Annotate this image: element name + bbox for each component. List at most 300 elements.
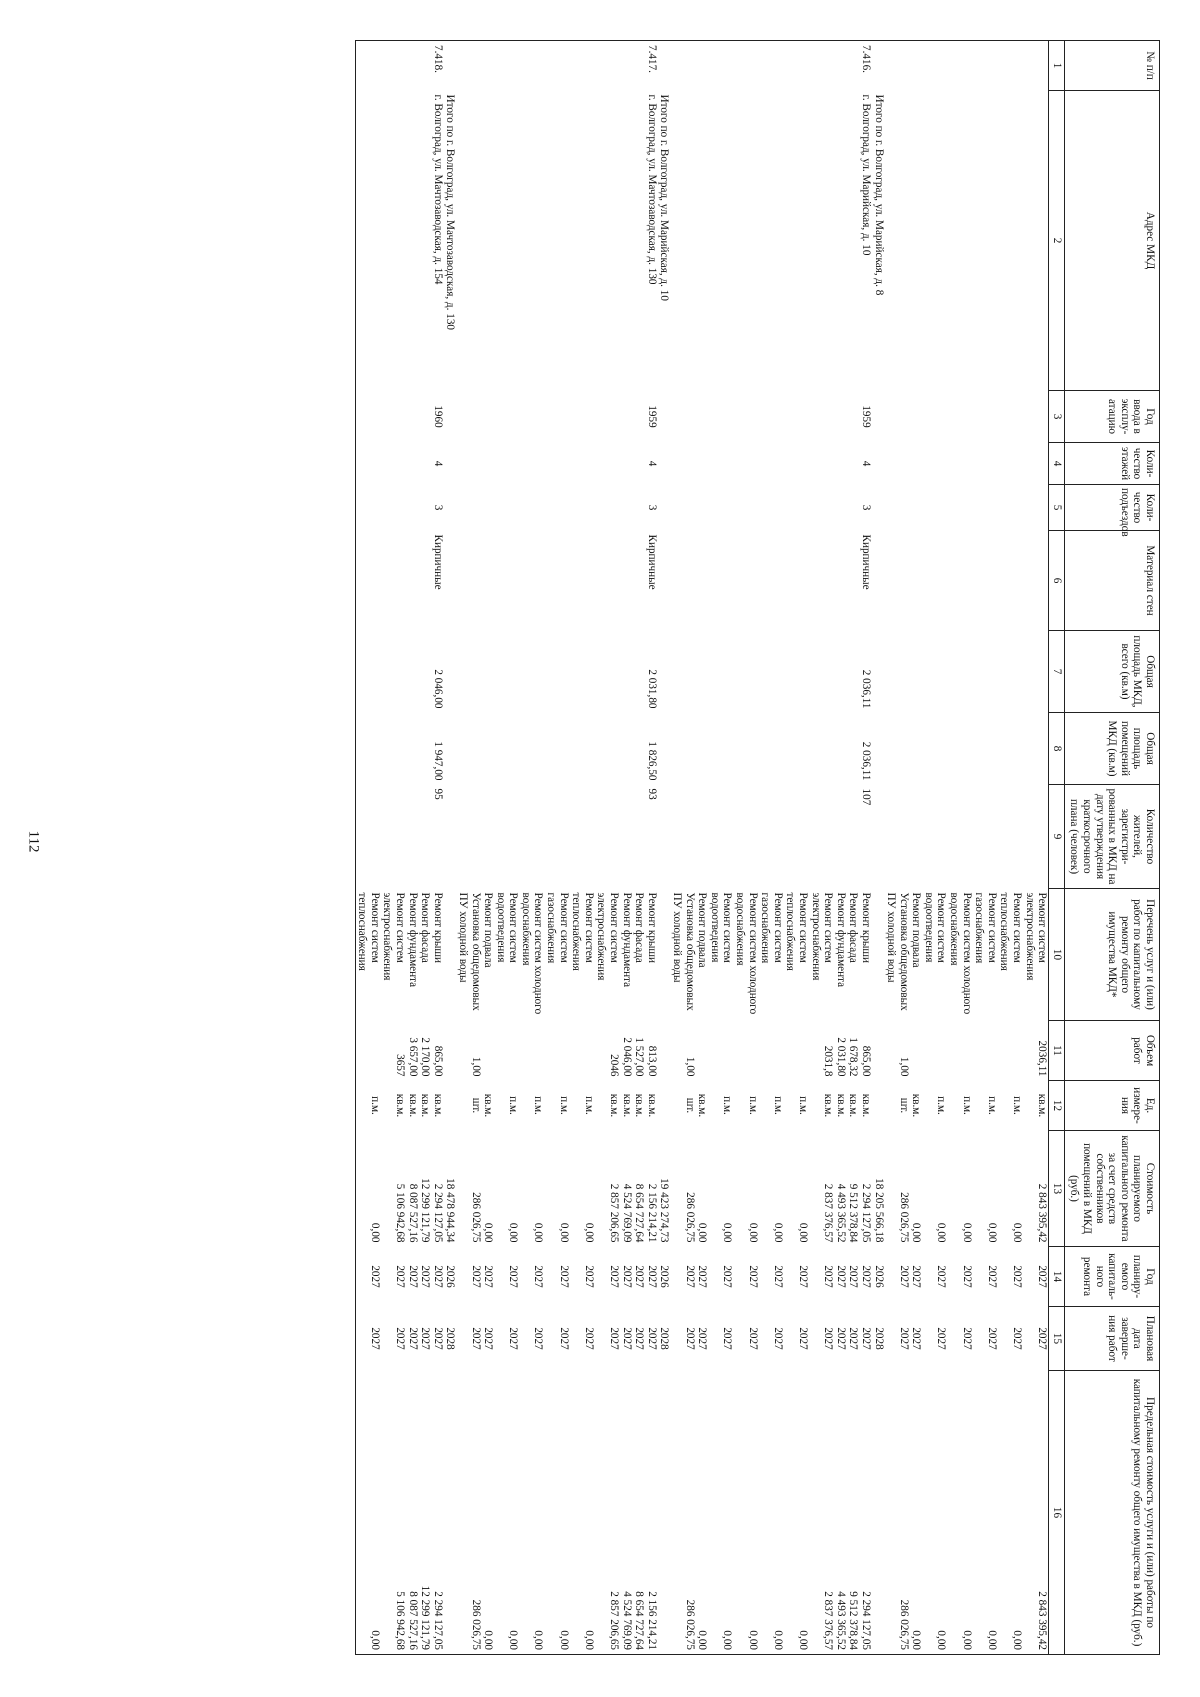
column-number: 7: [1049, 631, 1065, 713]
cell-col-10: Ремонт систем теплоснабжения: [998, 892, 1024, 971]
cell-col-16: 2 156 214,21: [645, 1371, 658, 1655]
cell-col-11: 2 046,00: [620, 1037, 633, 1077]
cell-col-1: [570, 41, 595, 91]
cell-col-13: 2 156 214,21: [645, 1183, 658, 1243]
cell-col-16: 0,00: [696, 1371, 709, 1655]
cell-col-14: 2027: [847, 1265, 860, 1288]
header-col-9: Количество жителей, зарегистри-рованных в МКД на дату утверждения краткосрочного плана (человек): [1064, 785, 1159, 889]
cell-col-3: [733, 391, 758, 443]
cell-col-4: [419, 443, 432, 485]
cell-col-16: 0,00: [948, 1371, 973, 1655]
cell-col-4: [494, 443, 519, 485]
cell-col-16: 0,00: [519, 1371, 544, 1655]
cell-col-15: 2027: [985, 1327, 998, 1350]
cell-col-1: [519, 41, 544, 91]
cell-col-15: 2027: [582, 1327, 595, 1350]
cell-col-7: [444, 631, 457, 713]
cell-col-7: [922, 631, 947, 713]
cell-col-4: [733, 443, 758, 485]
cell-col-4: [847, 443, 860, 485]
column-number: 13: [1049, 1131, 1065, 1247]
cell-col-14: 2027: [419, 1265, 432, 1288]
cell-col-11: 2 031,80: [834, 1037, 847, 1077]
cell-col-2: [998, 91, 1023, 391]
cell-col-13: 18 478 944,34: [444, 1178, 457, 1243]
cell-col-5: [670, 485, 695, 531]
cell-col-11: 2031,8: [822, 1045, 835, 1077]
cell-col-8: 2 036,11: [859, 741, 872, 781]
cell-col-11: [973, 1021, 998, 1081]
cell-col-8: [519, 713, 544, 785]
cell-col-8: [595, 713, 620, 785]
cell-col-1: [872, 41, 885, 91]
cell-col-12: кв.м.: [620, 1093, 633, 1118]
cell-col-4: [872, 443, 885, 485]
cell-col-14: 2027: [834, 1265, 847, 1288]
cell-col-16: 0,00: [733, 1371, 758, 1655]
cell-col-1: [759, 41, 784, 91]
cell-col-15: 2027: [419, 1327, 432, 1350]
cell-col-5: [784, 485, 809, 531]
cell-col-13: 9 512 378,84: [847, 1183, 860, 1243]
cell-col-4: [885, 443, 910, 485]
cell-col-2: [519, 91, 544, 391]
cell-col-13: 0,00: [557, 1222, 570, 1243]
cell-col-7: [355, 631, 381, 713]
cell-col-5: [696, 485, 709, 531]
cell-col-6: [355, 531, 381, 631]
cell-col-6: [733, 531, 758, 631]
cell-col-1: [922, 41, 947, 91]
cell-col-12: шт.: [897, 1097, 910, 1114]
cell-col-13: 0,00: [796, 1222, 809, 1243]
cell-col-11: [998, 1021, 1023, 1081]
cell-col-1: [444, 41, 457, 91]
cell-col-14: 2027: [355, 1247, 381, 1307]
table-row: [809, 41, 834, 1655]
cell-col-1: [381, 41, 406, 91]
cell-col-11: [355, 1021, 381, 1081]
rotated-table-container: [50, 40, 1160, 1654]
cell-col-4: [834, 443, 847, 485]
cell-col-4: [545, 443, 570, 485]
cell-col-6: Кирпичные: [431, 534, 444, 590]
cell-col-16: 0,00: [355, 1371, 381, 1655]
cell-col-1: [419, 41, 432, 91]
cell-col-13: 4 524 769,09: [620, 1183, 633, 1243]
cell-col-5: [494, 485, 519, 531]
cell-col-5: [456, 485, 481, 531]
cell-col-12: п.м.: [355, 1081, 381, 1131]
cell-col-14: 2027: [645, 1265, 658, 1288]
cell-col-13: 0,00: [482, 1222, 495, 1243]
cell-col-16: 2 857 206,65: [595, 1371, 620, 1655]
cell-col-15: 2027: [796, 1327, 809, 1350]
cell-col-2: [545, 91, 570, 391]
cell-col-3: [658, 391, 671, 443]
cell-col-5: [708, 485, 733, 531]
column-number: 11: [1049, 1021, 1065, 1081]
cell-col-4: [519, 443, 544, 485]
cell-col-4: [784, 443, 809, 485]
table-row: [545, 41, 570, 1655]
cell-col-9: 107: [859, 788, 872, 806]
cell-col-15: 2027: [633, 1327, 646, 1350]
cell-col-16: 0,00: [910, 1371, 923, 1655]
cell-col-14: 2027: [608, 1265, 621, 1288]
cell-col-8: [922, 713, 947, 785]
cell-col-8: [910, 713, 923, 785]
cell-col-6: [910, 531, 923, 631]
cell-col-10: Установка общедомовых ПУ холодной воды: [456, 892, 482, 1011]
cell-col-8: [633, 713, 646, 785]
cell-col-9: [885, 785, 910, 889]
cell-col-8: [1023, 713, 1049, 785]
cell-col-2: [708, 91, 733, 391]
cell-col-4: [708, 443, 733, 485]
table-row: [456, 41, 481, 1655]
cell-col-13: 0,00: [696, 1222, 709, 1243]
table-row: [482, 41, 495, 1655]
cell-col-2: [406, 91, 419, 391]
cell-col-7: [1023, 631, 1049, 713]
cell-col-7: [998, 631, 1023, 713]
header-col-2: Адрес МКД: [1064, 91, 1159, 391]
cell-col-12: кв.м.: [393, 1093, 406, 1118]
cell-col-8: [809, 713, 834, 785]
cell-col-12: кв.м.: [608, 1093, 621, 1118]
cell-col-15: 2027: [406, 1327, 419, 1350]
cell-col-7: [708, 631, 733, 713]
cell-col-6: [658, 531, 671, 631]
cell-col-5: [910, 485, 923, 531]
cell-col-16: 4 524 769,09: [620, 1371, 633, 1655]
cell-col-14: 2027: [1036, 1265, 1049, 1288]
table-row: [381, 41, 406, 1655]
cell-col-4: [355, 443, 381, 485]
cell-col-3: [834, 391, 847, 443]
cell-col-12: п.м.: [557, 1096, 570, 1115]
cell-col-11: 1 527,00: [633, 1037, 646, 1077]
cell-col-13: 286 026,75: [683, 1192, 696, 1243]
cell-col-8: [419, 713, 432, 785]
cell-col-6: [494, 531, 519, 631]
cell-col-11: 813,00: [645, 1045, 658, 1077]
cell-col-8: [872, 713, 885, 785]
cell-col-5: [885, 485, 910, 531]
cell-col-8: [973, 713, 998, 785]
cell-col-3: 1960: [431, 405, 444, 428]
cell-col-6: [1023, 531, 1049, 631]
cell-col-12: п.м.: [985, 1096, 998, 1115]
cell-col-4: [998, 443, 1023, 485]
cell-col-2: [973, 91, 998, 391]
cell-col-7: [570, 631, 595, 713]
cell-col-15: 2027: [507, 1327, 520, 1350]
cell-col-13: 0,00: [1011, 1222, 1024, 1243]
cell-col-9: [922, 785, 947, 889]
cell-col-12: кв.м.: [859, 1093, 872, 1118]
column-number: 4: [1049, 443, 1065, 485]
cell-col-12: п.м.: [935, 1096, 948, 1115]
cell-col-6: [545, 531, 570, 631]
cell-col-5: [847, 485, 860, 531]
cell-col-11: [910, 1021, 923, 1081]
cell-col-11: 2 170,00: [419, 1037, 432, 1077]
cell-col-5: [1023, 485, 1049, 531]
table-row: [670, 41, 695, 1655]
cell-col-8: [670, 713, 695, 785]
cell-col-12: п.м.: [582, 1096, 595, 1115]
cell-col-2: [922, 91, 947, 391]
table-row: [922, 41, 947, 1655]
cell-col-14: 2026: [872, 1265, 885, 1288]
table-row: [998, 41, 1023, 1655]
cell-col-15: 2027: [393, 1327, 406, 1350]
cell-col-13: 0,00: [507, 1222, 520, 1243]
cell-col-12: [872, 1081, 885, 1131]
cell-col-11: [519, 1021, 544, 1081]
cell-col-8: 1 947,00: [431, 741, 444, 781]
cell-col-14: 2027: [431, 1265, 444, 1288]
cell-col-16: 12 299 121,79: [419, 1371, 432, 1655]
cell-col-10: Ремонт крыши: [431, 892, 444, 964]
column-number: 16: [1049, 1371, 1065, 1655]
cell-col-15: 2028: [872, 1327, 885, 1350]
cell-col-1: [633, 41, 646, 91]
cell-col-16: 286 026,75: [885, 1371, 910, 1655]
cell-col-7: [834, 631, 847, 713]
cell-col-15: 2027: [935, 1327, 948, 1350]
cell-col-11: [444, 1021, 457, 1081]
cell-col-15: 2027: [557, 1327, 570, 1350]
cell-col-9: [570, 785, 595, 889]
cell-col-11: [482, 1021, 495, 1081]
cell-col-8: [456, 713, 481, 785]
cell-col-8: [570, 713, 595, 785]
cell-col-3: [696, 391, 709, 443]
table-row: [859, 41, 872, 1655]
cell-col-12: кв.м.: [419, 1093, 432, 1118]
cell-col-15: 2027: [645, 1327, 658, 1350]
cell-col-16: 0,00: [708, 1371, 733, 1655]
cell-col-7: [494, 631, 519, 713]
cell-col-16: 0,00: [494, 1371, 519, 1655]
cell-col-16: [872, 1371, 885, 1655]
cell-col-7: 2 031,80: [645, 669, 658, 709]
cell-col-16: 0,00: [784, 1371, 809, 1655]
cell-col-4: [444, 443, 457, 485]
cell-col-4: [670, 443, 695, 485]
cell-col-2: [494, 91, 519, 391]
cell-col-10: Ремонт систем водоотведения: [922, 892, 948, 963]
cell-col-1: [809, 41, 834, 91]
cell-col-1: [456, 41, 481, 91]
cell-col-5: [834, 485, 847, 531]
table-row: [419, 41, 432, 1655]
cell-col-3: [670, 391, 695, 443]
cell-col-4: [973, 443, 998, 485]
cell-col-9: [973, 785, 998, 889]
cell-col-6: [482, 531, 495, 631]
cell-col-1: 7.418.: [431, 41, 444, 91]
cell-col-1: [834, 41, 847, 91]
header-col-1: № п/п: [1064, 41, 1159, 91]
cell-col-5: [872, 485, 885, 531]
cell-col-8: [494, 713, 519, 785]
cell-col-8: [784, 713, 809, 785]
cell-col-9: [784, 785, 809, 889]
cell-col-10: [658, 889, 671, 1021]
cell-col-11: 3 657,00: [406, 1037, 419, 1077]
cell-col-16: 2 294 127,05: [859, 1371, 872, 1655]
column-number-row: [1049, 41, 1065, 1655]
cell-col-8: [759, 713, 784, 785]
cell-col-3: [482, 391, 495, 443]
cell-col-15: 2027: [897, 1327, 910, 1350]
cell-col-2: г. Волгоград, ул. Марийская, д. 10: [859, 94, 872, 256]
cell-col-10: Ремонт фасада: [419, 892, 432, 963]
cell-col-9: 93: [645, 788, 658, 800]
cell-col-15: 2027: [910, 1327, 923, 1350]
cell-col-2: Итого по г. Волгоград, ул. Марийская, д. 10: [658, 94, 671, 301]
cell-col-7: [948, 631, 973, 713]
cell-col-9: [733, 785, 758, 889]
cell-col-4: [922, 443, 947, 485]
cell-col-16: 0,00: [922, 1371, 947, 1655]
cell-col-2: [784, 91, 809, 391]
cell-col-10: Ремонт крыши: [859, 892, 872, 964]
cell-col-7: [910, 631, 923, 713]
cell-col-11: [784, 1021, 809, 1081]
header-col-5: Коли-чество подъездов: [1064, 485, 1159, 531]
cell-col-5: [658, 485, 671, 531]
cell-col-7: [973, 631, 998, 713]
cell-col-1: 7.417.: [645, 41, 658, 91]
table-row: [885, 41, 910, 1655]
column-number: 5: [1049, 485, 1065, 531]
cell-col-2: [633, 91, 646, 391]
cell-col-14: 2027: [960, 1265, 973, 1288]
cell-col-10: Ремонт систем холодного водоснабжения: [948, 892, 973, 1015]
column-number: 6: [1049, 531, 1065, 631]
cell-col-3: [1023, 391, 1049, 443]
cell-col-9: [545, 785, 570, 889]
cell-col-4: [595, 443, 620, 485]
table-row: [595, 41, 620, 1655]
cell-col-7: [545, 631, 570, 713]
cell-col-10: Ремонт систем электроснабжения: [595, 892, 621, 981]
cell-col-10: Ремонт систем электроснабжения: [1023, 892, 1049, 981]
cell-col-7: [620, 631, 633, 713]
cell-col-6: [759, 531, 784, 631]
cell-col-8: [406, 713, 419, 785]
cell-col-11: [872, 1021, 885, 1081]
table-row: [733, 41, 758, 1655]
cell-col-12: кв.м.: [834, 1093, 847, 1118]
cell-col-1: [733, 41, 758, 91]
cell-col-16: 8 654 727,64: [633, 1371, 646, 1655]
cell-col-16: 8 087 527,16: [406, 1371, 419, 1655]
cell-col-4: [570, 443, 595, 485]
column-number: 10: [1049, 889, 1065, 1021]
table-row: [645, 41, 658, 1655]
cell-col-16: 0,00: [759, 1371, 784, 1655]
cell-col-7: [456, 631, 481, 713]
cell-col-10: Ремонт систем холодного водоснабжения: [734, 892, 759, 1015]
cell-col-6: [708, 531, 733, 631]
cell-col-8: [998, 713, 1023, 785]
cell-col-16: 9 512 378,84: [847, 1371, 860, 1655]
cell-col-13: 4 493 365,52: [834, 1183, 847, 1243]
table-body: [355, 41, 1049, 1655]
header-col-4: Коли-чество этажей: [1064, 443, 1159, 485]
cell-col-4: [910, 443, 923, 485]
cell-col-15: 2027: [608, 1327, 621, 1350]
cell-col-13: 8 087 527,16: [406, 1183, 419, 1243]
cell-col-14: 2027: [393, 1265, 406, 1288]
cell-col-6: [847, 531, 860, 631]
cell-col-1: [545, 41, 570, 91]
cell-col-5: 3: [431, 504, 444, 511]
cell-col-5: [570, 485, 595, 531]
cell-col-7: [872, 631, 885, 713]
cell-col-1: [696, 41, 709, 91]
cell-col-9: [910, 785, 923, 889]
cell-col-13: 286 026,75: [469, 1192, 482, 1243]
cell-col-1: [406, 41, 419, 91]
cell-col-13: 2 857 206,65: [608, 1183, 621, 1243]
cell-col-1: [973, 41, 998, 91]
cell-col-11: 3657: [393, 1054, 406, 1077]
cell-col-10: Ремонт систем холодного водоснабжения: [519, 892, 545, 1015]
cell-col-4: 4: [859, 460, 872, 467]
cell-col-7: [519, 631, 544, 713]
cell-col-12: п.м.: [796, 1096, 809, 1115]
cell-col-14: 2027: [557, 1265, 570, 1288]
column-number: 12: [1049, 1081, 1065, 1131]
cell-col-9: [872, 785, 885, 889]
cell-col-12: кв.м.: [696, 1093, 709, 1118]
cell-col-5: [922, 485, 947, 531]
cell-col-6: [570, 531, 595, 631]
cell-col-15: 2027: [834, 1327, 847, 1350]
cell-col-10: Ремонт систем газоснабжения: [759, 892, 784, 964]
column-number: 1: [1049, 41, 1065, 91]
cell-col-9: [1023, 785, 1049, 889]
cell-col-5: [519, 485, 544, 531]
column-number: 3: [1049, 391, 1065, 443]
cell-col-15: 2027: [355, 1307, 381, 1371]
cell-col-11: 865,00: [859, 1045, 872, 1077]
cell-col-15: 2027: [721, 1327, 734, 1350]
cell-col-3: 1959: [645, 405, 658, 428]
cell-col-14: 2027: [696, 1265, 709, 1288]
cell-col-16: 0,00: [998, 1371, 1023, 1655]
cell-col-9: [847, 785, 860, 889]
cell-col-16: 0,00: [973, 1371, 998, 1655]
cell-col-2: [834, 91, 847, 391]
cell-col-9: [456, 785, 481, 889]
cell-col-2: Итого по г. Волгоград, ул. Мачтозаводская, д. 130: [444, 94, 457, 331]
cell-col-9: [482, 785, 495, 889]
cell-col-9: [406, 785, 419, 889]
cell-col-15: 2027: [1011, 1327, 1024, 1350]
cell-col-3: [998, 391, 1023, 443]
cell-col-3: [784, 391, 809, 443]
cell-col-14: 2027: [771, 1265, 784, 1288]
cell-col-9: [998, 785, 1023, 889]
